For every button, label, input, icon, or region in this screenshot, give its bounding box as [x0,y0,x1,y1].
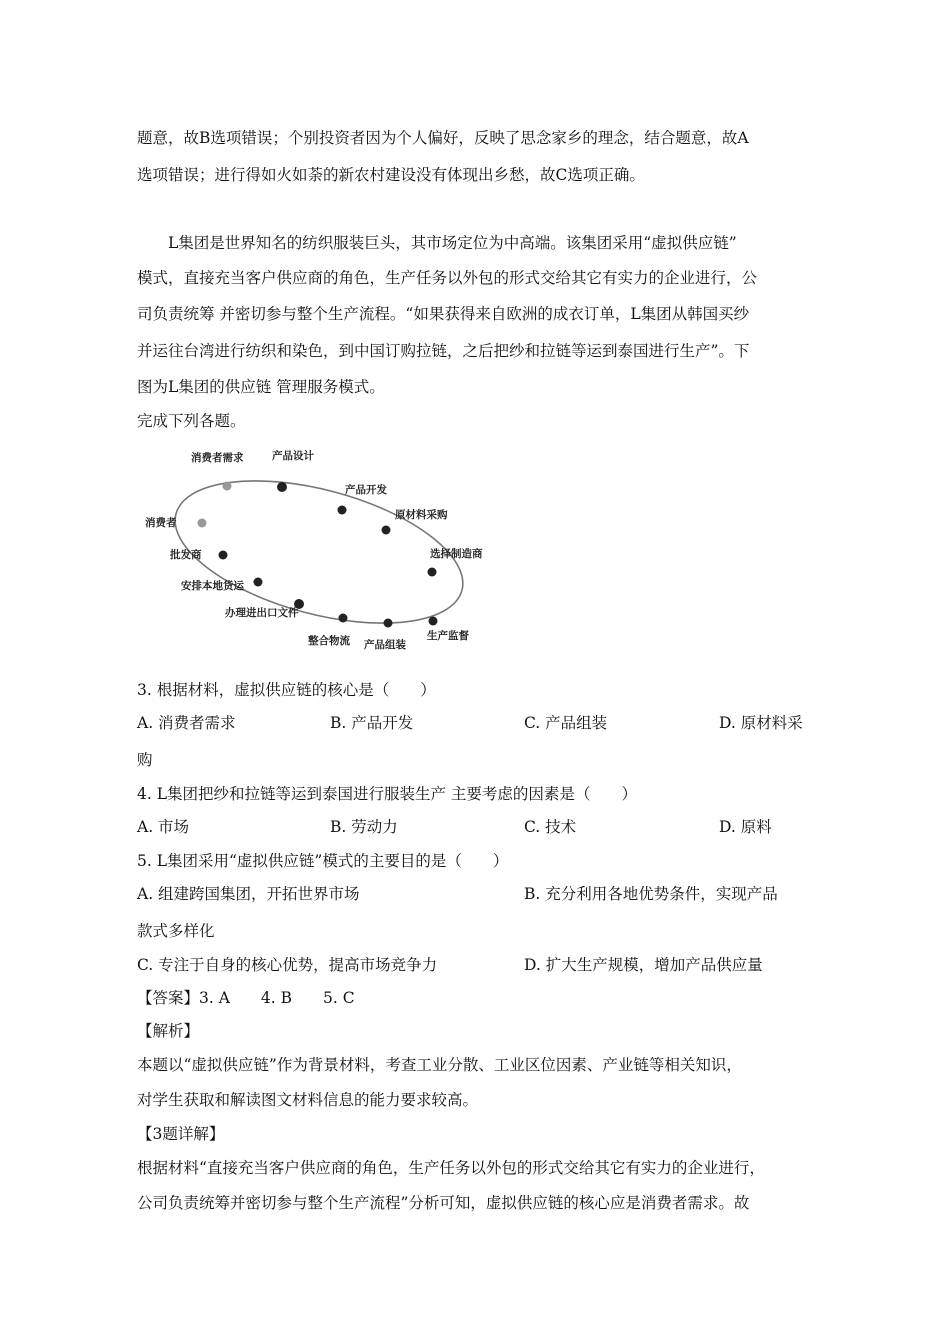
material-line-2: 模式，直接充当客户供应商的角色，生产任务以外包的形式交给其它有实力的企业进行，公 [137,269,758,287]
label-product-design: 产品设计 [272,450,314,462]
q3-detail-line-2: 公司负责统筹并密切参与整个生产流程”分析可知，虚拟供应链的核心应是消费者需求。故 [137,1194,750,1212]
material-line-4: 并运往台湾进行纺织和染色，到中国订购拉链，之后把纱和拉链等运到泰国进行生产”。下 [137,342,750,360]
q3-detail-title: 【3题详解】 [137,1125,225,1143]
intro-line-2: 选项错误；进行得如火如荼的新农村建设没有体现出乡愁，故C选项正确。 [137,166,645,184]
node-local-shipping [254,578,263,587]
label-import-export-docs: 办理进出口文件 [225,607,299,619]
label-production-supervision: 生产监督 [427,630,469,642]
q3-option-d: D. 原材料采 [719,714,803,732]
supply-chain-diagram [137,446,497,658]
q3-detail-line-1: 根据材料“直接充当客户供应商的角色，生产任务以外包的形式交给其它有实力的企业进行， [137,1159,765,1177]
q3-option-c: C. 产品组装 [524,714,608,732]
q5-stem: 5. L集团采用“虚拟供应链”模式的主要目的是（ ） [137,852,509,870]
q3-option-b: B. 产品开发 [330,714,414,732]
q3-option-a: A. 消费者需求 [137,714,236,732]
node-integrated-logistics [339,614,348,623]
q5-option-b: B. 充分利用各地优势条件，实现产品 [524,885,778,903]
label-choose-manufacturer: 选择制造商 [430,548,483,560]
intro-line-1: 题意，故B选项错误；个别投资者因为个人偏好，反映了思念家乡的理念，结合题意，故A [137,129,749,147]
label-product-assembly: 产品组装 [364,639,406,651]
label-raw-material-purchase: 原材料采购 [395,509,448,521]
label-consumer: 消费者 [145,517,177,529]
q3-stem: 3. 根据材料，虚拟供应链的核心是（ ） [137,681,436,699]
q5-option-c: C. 专注于自身的核心优势，提高市场竞争力 [137,956,438,974]
node-raw-material-purchase [382,526,391,535]
node-consumer [198,519,207,528]
node-choose-manufacturer [428,568,437,577]
q4-stem: 4. L集团把纱和拉链等运到泰国进行服装生产 主要考虑的因素是（ ） [137,785,637,803]
node-consumer-demand [223,482,232,491]
q5-option-a: A. 组建跨国集团，开拓世界市场 [137,885,360,903]
q3-option-d-continued: 购 [137,751,153,769]
material-line-3: 司负责统筹 并密切参与整个生产流程。“如果获得来自欧洲的成衣订单，L集团从韩国买纱 [137,305,750,323]
label-wholesaler: 批发商 [170,549,202,561]
node-production-supervision [429,617,438,626]
answer-line: 【答案】3. A 4. B 5. C [137,989,355,1007]
label-integrated-logistics: 整合物流 [308,635,350,647]
q5-option-b-continued: 款式多样化 [137,922,215,940]
q4-option-b: B. 劳动力 [330,818,398,836]
q4-option-c: C. 技术 [524,818,577,836]
label-local-shipping: 安排本地货运 [181,580,244,592]
label-consumer-demand: 消费者需求 [191,452,244,464]
q4-option-a: A. 市场 [137,818,190,836]
node-product-development [338,506,347,515]
analysis-line-1: 本题以“虚拟供应链”作为背景材料，考查工业分散、工业区位因素、产业链等相关知识， [137,1056,742,1074]
node-wholesaler [219,551,228,560]
node-product-assembly [384,619,393,628]
q4-option-d: D. 原料 [719,818,772,836]
analysis-line-2: 对学生获取和解读图文材料信息的能力要求较高。 [137,1091,479,1109]
material-line-1: L集团是世界知名的纺织服装巨头，其市场定位为中高端。该集团采用“虚拟供应链” [168,234,737,252]
analysis-title: 【解析】 [137,1022,200,1040]
material-line-5: 图为L集团的供应链 管理服务模式。 [137,378,385,396]
label-product-development: 产品开发 [345,484,387,496]
q5-option-d: D. 扩大生产规模，增加产品供应量 [524,956,763,974]
node-product-design [277,482,287,492]
instruction: 完成下列各题。 [137,412,246,430]
